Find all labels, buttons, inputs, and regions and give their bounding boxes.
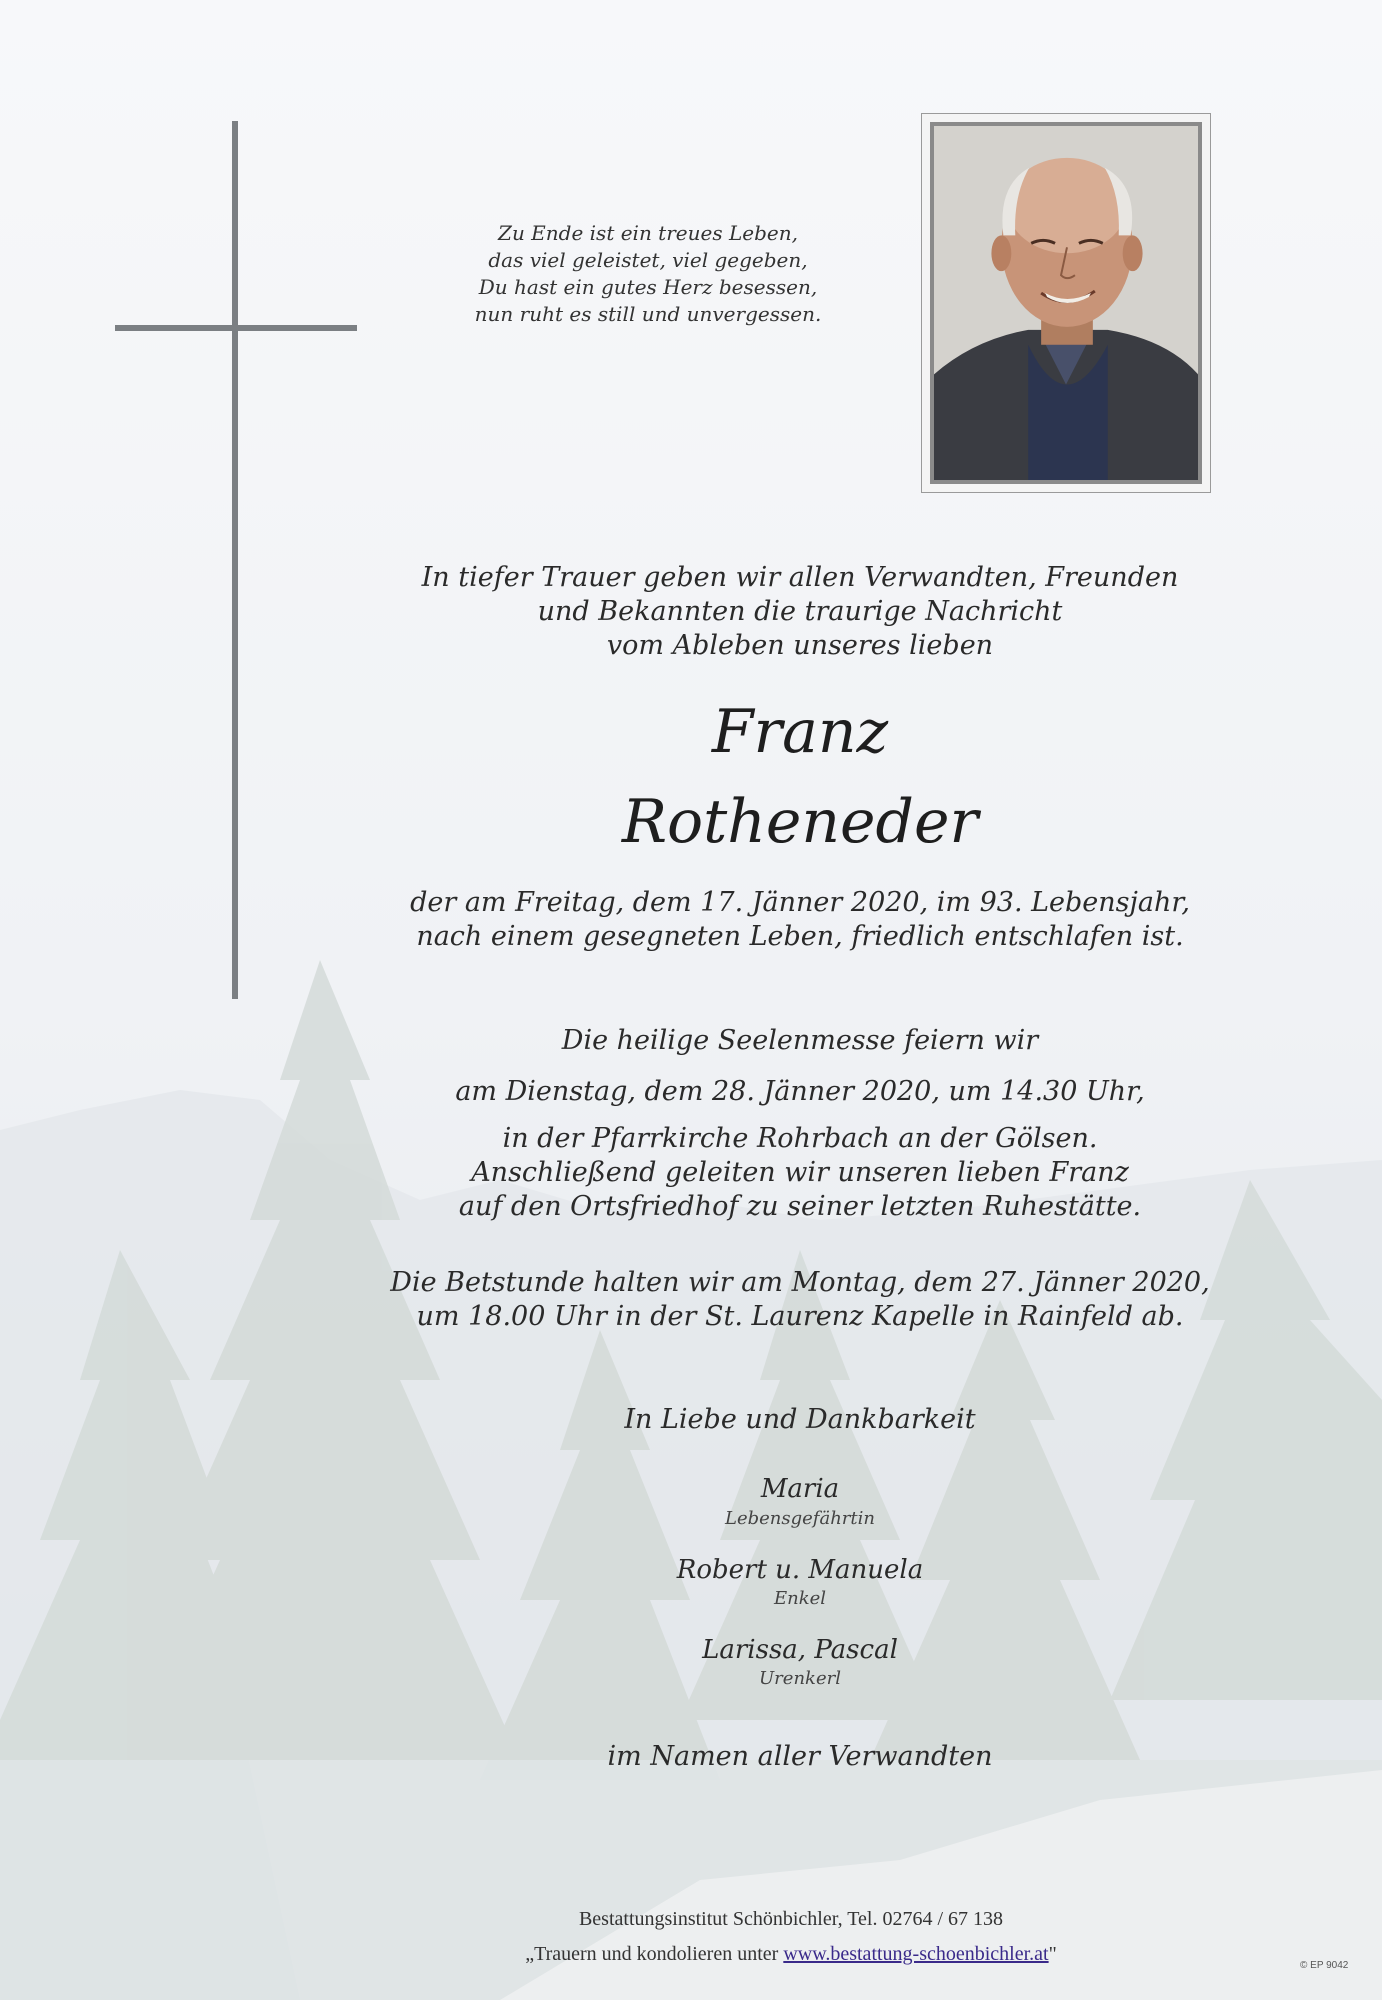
cross-horizontal-bar xyxy=(115,325,357,331)
gratitude-heading: In Liebe und Dankbarkeit xyxy=(624,1404,976,1435)
mourner-name: Larissa, Pascal xyxy=(702,1635,898,1665)
funeral-home-contact: Bestattungsinstitut Schönbichler, Tel. 02764 / 67 138 xyxy=(578,1908,1004,1930)
portrait-photo xyxy=(930,122,1202,484)
mourner-name: Maria xyxy=(760,1474,840,1504)
deceased-last-name: Rotheneder xyxy=(621,787,979,857)
deceased-first-name: Franz xyxy=(711,697,889,767)
poem-line: Du hast ein gutes Herz besessen, xyxy=(478,275,818,299)
prayer-hour xyxy=(340,1266,1260,1334)
condolence-line xyxy=(391,1943,1191,1966)
mass-intro: Die heilige Seelenmesse feiern wir xyxy=(561,1025,1039,1056)
cross-vertical-bar xyxy=(232,121,238,999)
poem-line: das viel geleistet, viel gegeben, xyxy=(488,248,808,272)
mass-line: in der Pfarrkirche Rohrbach an der Gölsen. xyxy=(502,1123,1098,1154)
condolence-suffix: " xyxy=(1048,1943,1057,1965)
copyright-mark: © EP 9042 xyxy=(1300,1960,1349,1971)
intro-line: vom Ableben unseres lieben xyxy=(606,630,994,661)
death-line: nach einem gesegneten Leben, friedlich entschlafen ist. xyxy=(416,921,1184,952)
mass-details xyxy=(340,1122,1260,1224)
mass-line: auf den Ortsfriedhof zu seiner letzten Ruhestätte. xyxy=(458,1191,1142,1222)
prayer-line: um 18.00 Uhr in der St. Laurenz Kapelle in Rainfeld ab. xyxy=(416,1301,1184,1332)
mass-date: am Dienstag, dem 28. Jänner 2020, um 14.30 Uhr, xyxy=(455,1076,1145,1107)
death-line: der am Freitag, dem 17. Jänner 2020, im 93. Lebensjahr, xyxy=(410,887,1190,918)
portrait-frame xyxy=(921,113,1211,493)
intro-line: In tiefer Trauer geben wir allen Verwandten, Freunden xyxy=(421,562,1179,593)
mourner-role: Urenkerl xyxy=(759,1668,841,1689)
poem xyxy=(388,220,908,328)
poem-line: nun ruht es still und unvergessen. xyxy=(474,302,822,326)
condolence-prefix: „Trauern und kondolieren unter xyxy=(525,1943,784,1965)
intro-text xyxy=(340,561,1260,663)
condolence-link[interactable]: www.bestattung-schoenbichler.at xyxy=(783,1943,1049,1965)
mass-line: Anschließend geleiten wir unseren lieben Franz xyxy=(471,1157,1129,1188)
poem-line: Zu Ende ist ein treues Leben, xyxy=(498,221,798,245)
prayer-line: Die Betstunde halten wir am Montag, dem 27. Jänner 2020, xyxy=(390,1267,1210,1298)
mourner-name: Robert u. Manuela xyxy=(676,1555,924,1585)
mourner-role: Enkel xyxy=(773,1588,827,1609)
closing-line: im Namen aller Verwandten xyxy=(607,1741,993,1772)
mourner-role: Lebensgefährtin xyxy=(725,1508,875,1529)
death-notice xyxy=(340,886,1260,954)
intro-line: und Bekannten die traurige Nachricht xyxy=(537,596,1063,627)
